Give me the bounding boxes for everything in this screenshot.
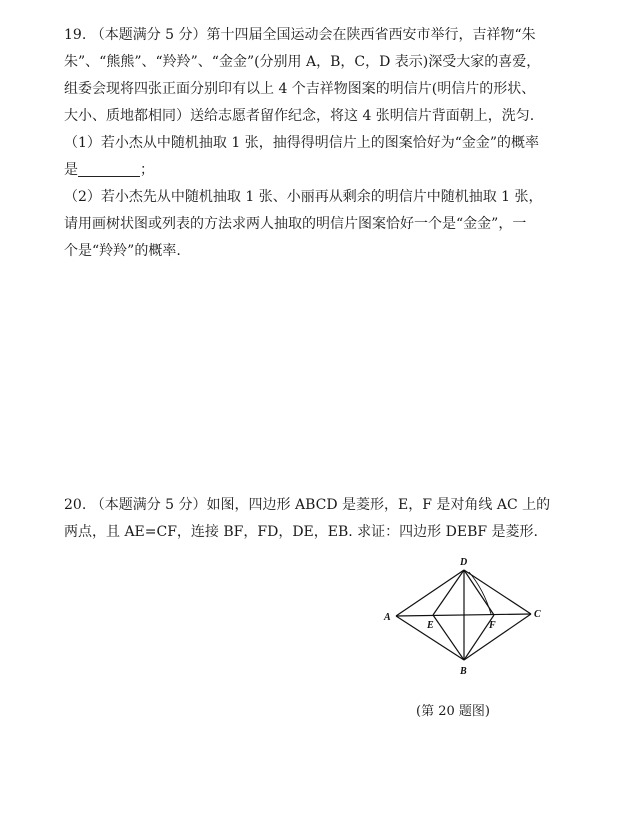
label-f: F (489, 620, 496, 631)
segment-de (433, 570, 464, 615)
q19-line-2: 朱”、“熊熊”、“羚羚”、“金金”(分别用 A，B，C，D 表示)深受大家的喜爱， (64, 54, 541, 70)
q19-part1-suffix: ； (140, 162, 154, 178)
q19-part2-line-2: 请用画树状图或列表的方法求两人抽取的明信片图案恰好一个是“金金”，一 (64, 216, 527, 232)
label-d: D (460, 557, 468, 568)
question-20 (64, 492, 564, 546)
q19-line-1: 19. （本题满分 5 分）第十四届全国运动会在陕西省西安市举行，吉祥物“朱 (64, 27, 536, 43)
rhombus-figure (376, 556, 546, 678)
question-19 (64, 22, 564, 265)
q19-part2-line-1: （2）若小杰先从中随机抽取 1 张、小丽再从剩余的明信片中随机抽取 1 张， (64, 189, 543, 205)
answer-blank[interactable] (78, 162, 140, 177)
q19-part1-line-2 (64, 157, 564, 184)
figure-caption: (第 20 题图) (416, 704, 490, 719)
label-b: B (460, 666, 467, 677)
label-e: E (427, 620, 434, 631)
side-ad (396, 570, 464, 616)
label-c: C (534, 609, 541, 620)
q19-line-4: 大小、质地都相同）送给志愿者留作纪念，将这 4 张明信片背面朝上，洗匀. (64, 108, 535, 124)
q19-part2-line-3: 个是“羚羚”的概率. (64, 243, 181, 259)
side-cb (464, 614, 531, 660)
q19-part1-line-1: （1）若小杰从中随机抽取 1 张，抽得得明信片上的图案恰好为“金金”的概率 (64, 135, 540, 151)
label-a: A (384, 612, 391, 623)
segment-eb (433, 615, 464, 660)
q19-line-3: 组委会现将四张正面分别印有以上 4 个吉祥物图案的明信片(明信片的形状、 (64, 81, 536, 97)
rhombus-diagram (376, 556, 546, 678)
q19-part1-prefix: 是 (64, 162, 78, 178)
side-dc (464, 570, 531, 614)
q20-line-2: 两点，且 AE=CF，连接 BF，FD，DE，EB. 求证：四边形 DEBF 是菱形. (64, 524, 538, 540)
q20-line-1: 20. （本题满分 5 分）如图，四边形 ABCD 是菱形，E，F 是对角线 AC 上的 (64, 497, 551, 513)
